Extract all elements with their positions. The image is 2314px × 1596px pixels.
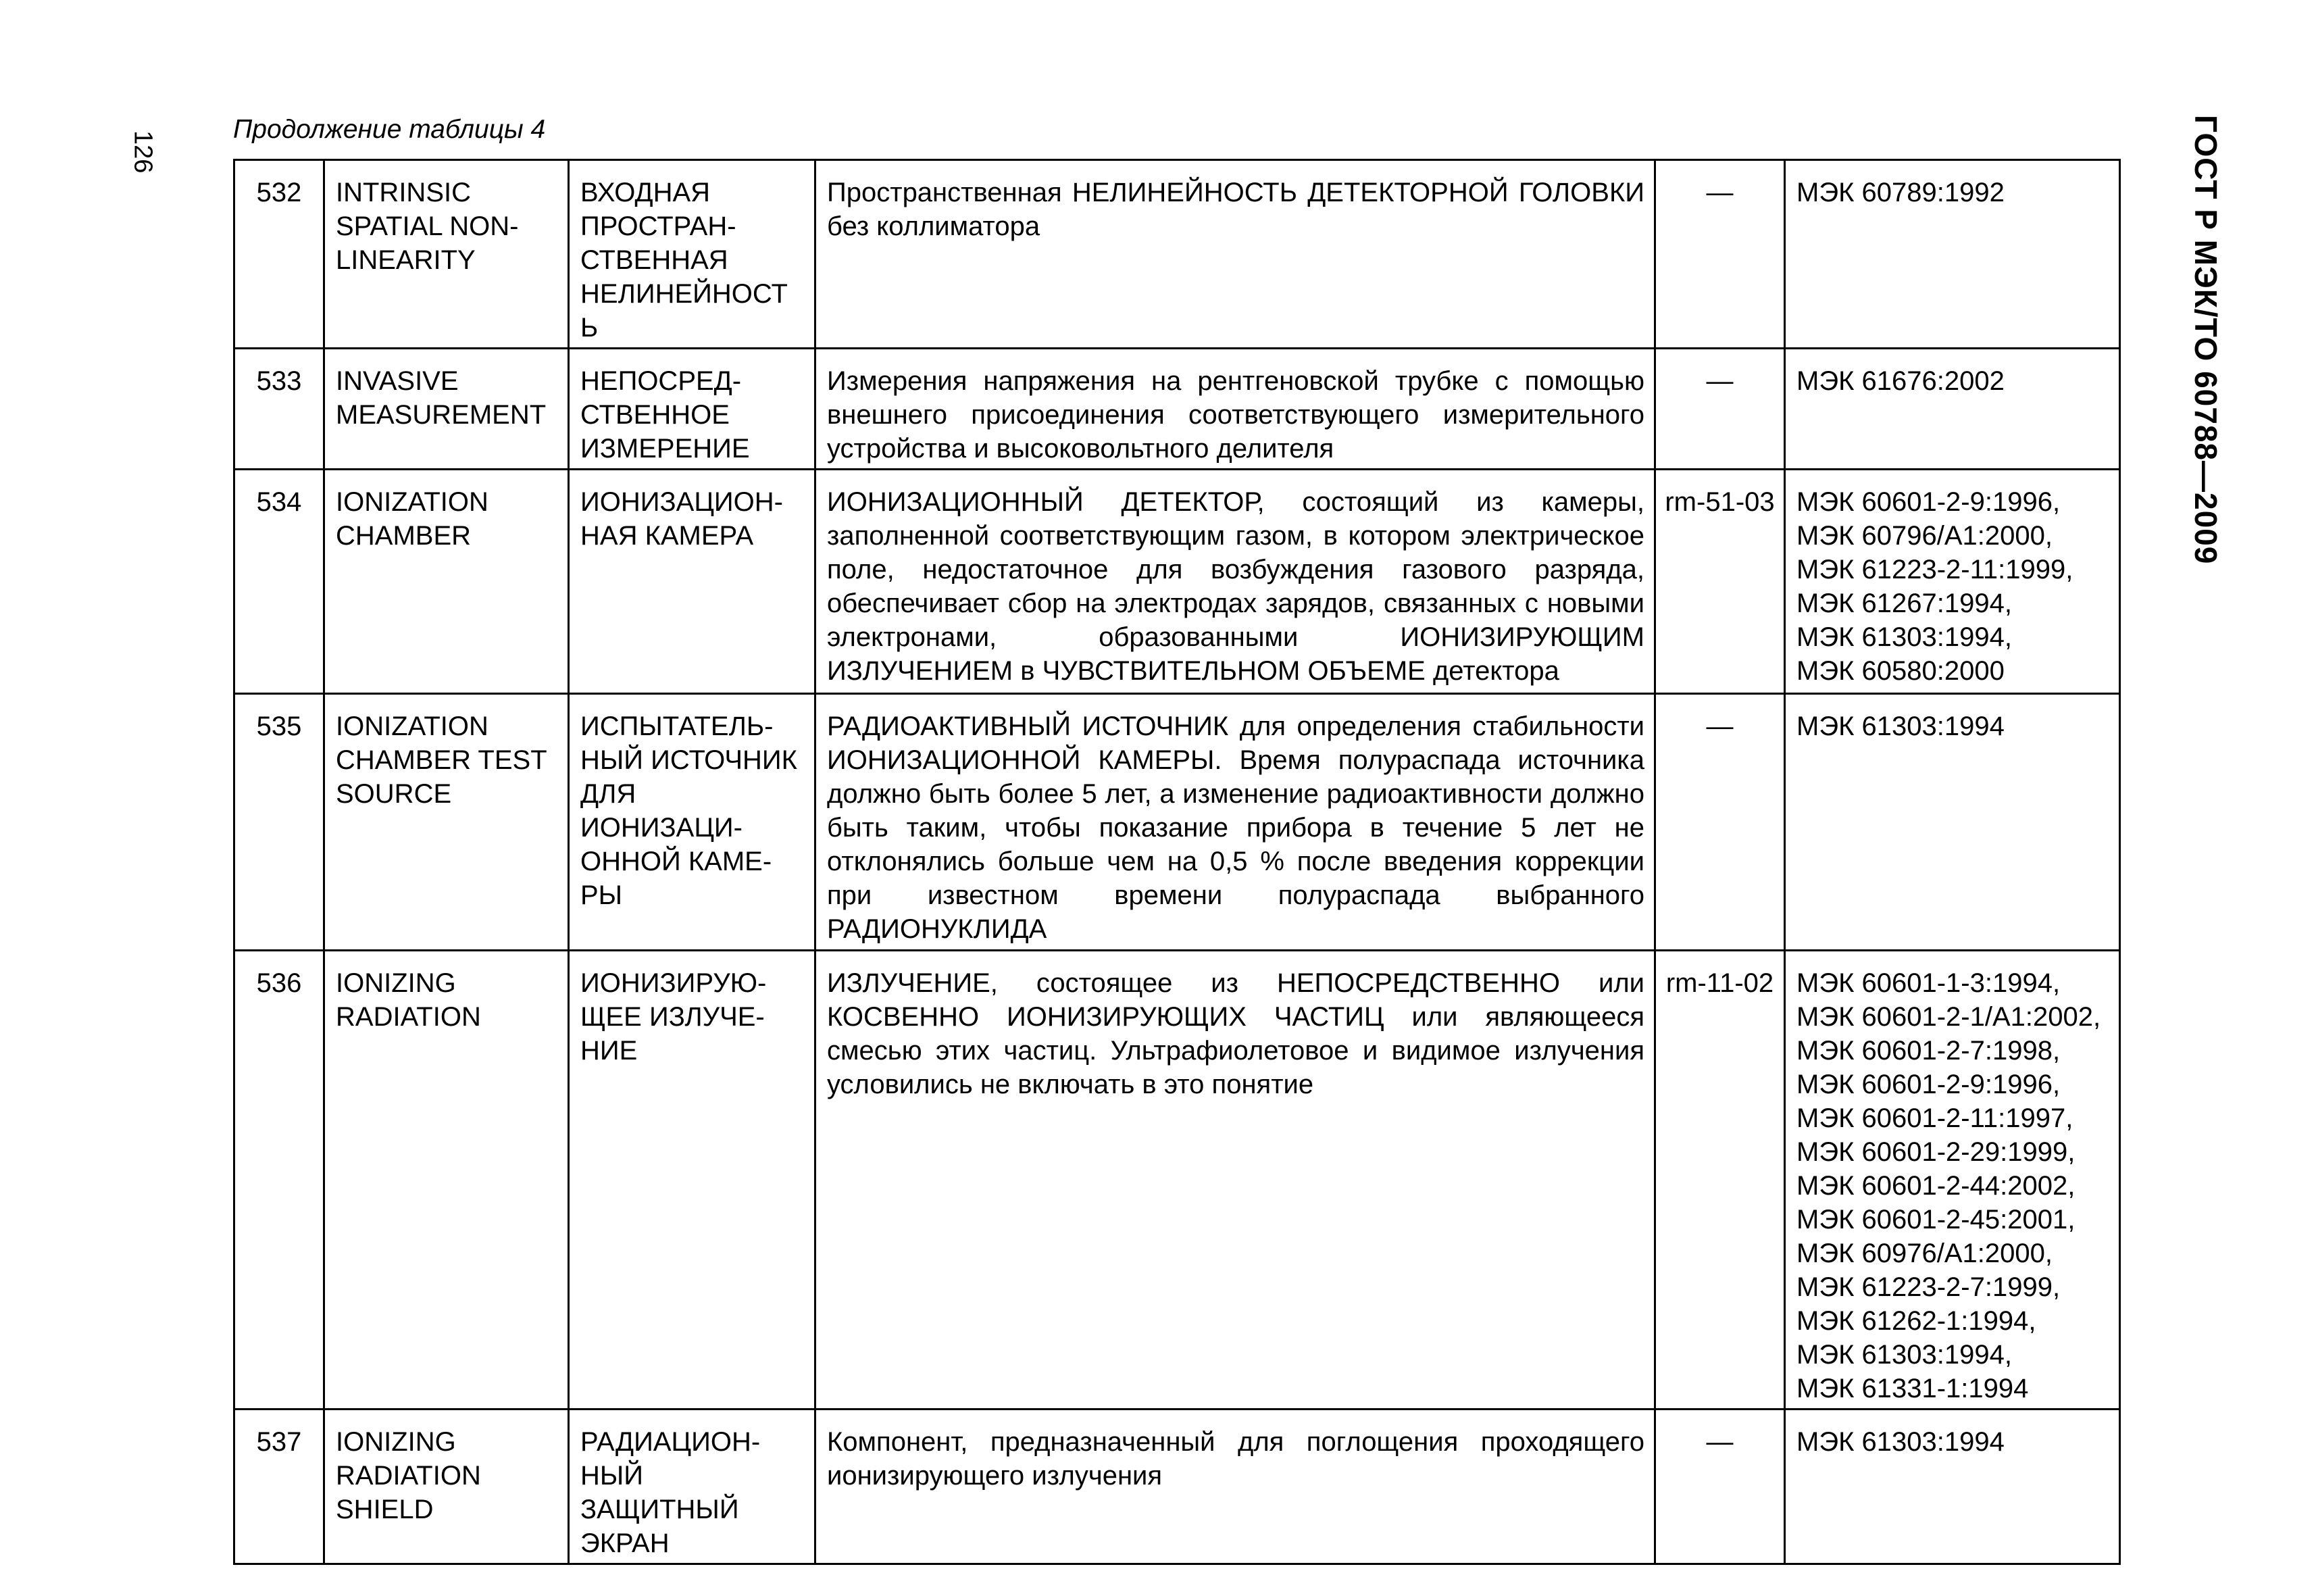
standard-reference: МЭК 61303:1994 — [1796, 1427, 2005, 1457]
standard-reference: МЭК 60976/А1:2000, — [1796, 1239, 2053, 1268]
term-english — [324, 349, 569, 470]
term-russian — [569, 1410, 815, 1564]
term-english-line: IONIZING — [336, 968, 456, 998]
standard-reference: МЭК 61303:1994, — [1796, 622, 2012, 652]
term-english-line: IONIZATION — [336, 712, 488, 741]
standard-reference: МЭК 61223-2-7:1999, — [1796, 1272, 2061, 1302]
term-number: 532 — [234, 160, 324, 349]
term-standards — [1785, 470, 2120, 694]
term-definition: Пространственная НЕЛИНЕЙНОСТЬ ДЕТЕКТОРНОЙ ГОЛОВКИ без коллиматора — [815, 160, 1655, 349]
standard-reference: МЭК 60601-2-45:2001, — [1796, 1205, 2076, 1235]
term-russian-line: НЕЛИНЕЙНОСТЬ — [580, 279, 788, 343]
standard-reference: МЭК 60601-2-9:1996, — [1796, 487, 2061, 517]
table-row — [234, 349, 2120, 470]
term-english-line: INTRINSIC — [336, 178, 471, 207]
term-reference: rm-11-02 — [1655, 951, 1785, 1410]
term-russian-line: ПРОСТРАН- — [580, 211, 736, 241]
term-russian-line: ОННОЙ КАМЕ- — [580, 847, 772, 876]
term-standards — [1785, 160, 2120, 349]
table-caption: Продолжение таблицы 4 — [233, 115, 546, 144]
standard-reference: МЭК 61303:1994, — [1796, 1340, 2012, 1370]
term-definition: ИОНИЗАЦИОННЫЙ ДЕТЕКТОР, состоящий из камеры, заполненной соответствующим газом, в котором электрическое поле, недостаточное для возбуждения газового разряда, обеспечивает сбор на электродах зарядов, связанных с новыми электронами, образованными ИОНИЗИРУЮЩИМ ИЗЛУЧЕНИЕМ в ЧУВСТВИТЕЛЬНОМ ОБЪЕМЕ детектора — [815, 470, 1655, 694]
table-row — [234, 470, 2120, 694]
term-english-line: CHAMBER TEST — [336, 745, 547, 775]
standard-reference: МЭК 60601-2-1/А1:2002, — [1796, 1002, 2101, 1032]
term-standards — [1785, 349, 2120, 470]
term-english-line: SPATIAL NON- — [336, 211, 519, 241]
term-number: 533 — [234, 349, 324, 470]
standard-reference: МЭК 60796/А1:2000, — [1796, 521, 2053, 551]
term-russian-line: РАДИАЦИОН- — [580, 1427, 761, 1457]
term-english-line: RADIATION — [336, 1002, 481, 1032]
term-standards — [1785, 951, 2120, 1410]
term-russian-line: ЩЕЕ ИЗЛУЧЕ- — [580, 1002, 765, 1032]
term-number: 536 — [234, 951, 324, 1410]
term-reference: — — [1655, 349, 1785, 470]
standard-reference: МЭК 60601-2-11:1997, — [1796, 1103, 2073, 1133]
term-russian-line: РЫ — [580, 880, 623, 910]
standard-reference: МЭК 61262-1:1994, — [1796, 1306, 2036, 1336]
standard-reference: МЭК 60601-2-9:1996, — [1796, 1070, 2061, 1099]
term-english — [324, 160, 569, 349]
term-number: 537 — [234, 1410, 324, 1564]
term-english-line: SOURCE — [336, 779, 452, 809]
term-reference: — — [1655, 694, 1785, 951]
term-english-line: RADIATION — [336, 1461, 481, 1491]
term-russian-line: НЫЙ ИСТОЧНИК — [580, 745, 797, 775]
term-russian — [569, 951, 815, 1410]
term-english — [324, 951, 569, 1410]
standard-reference: МЭК 60601-2-29:1999, — [1796, 1137, 2076, 1167]
term-definition: РАДИОАКТИВНЫЙ ИСТОЧНИК для определения стабильности ИОНИЗАЦИОННОЙ КАМЕРЫ. Время полураспада источника должно быть более 5 лет, а изменение радиоактивности должно быть таким, чтобы показание прибора в течение 5 лет не отклонялись больше чем на 0,5 % после введения коррекции при известном времени полураспада выбранного РАДИОНУКЛИДА — [815, 694, 1655, 951]
term-russian-line: НЫЙ ЗАЩИТНЫЙ — [580, 1461, 739, 1524]
term-english — [324, 694, 569, 951]
term-russian-line: ВХОДНАЯ — [580, 178, 711, 207]
term-russian — [569, 470, 815, 694]
term-reference: — — [1655, 160, 1785, 349]
terms-table — [233, 159, 2121, 1565]
term-reference: — — [1655, 1410, 1785, 1564]
term-english-line: SHIELD — [336, 1495, 434, 1524]
standard-reference: МЭК 61223-2-11:1999, — [1796, 555, 2073, 584]
term-russian-line: СТВЕННАЯ — [580, 245, 728, 275]
term-reference: rm-51-03 — [1655, 470, 1785, 694]
term-definition: Измерения напряжения на рентгеновской трубке с помощью внешнего присоединения соответствующего измерительного устройства и высоковольтного делителя — [815, 349, 1655, 470]
term-russian — [569, 349, 815, 470]
standard-reference: МЭК 60601-1-3:1994, — [1796, 968, 2061, 998]
term-russian-line: СТВЕННОЕ — [580, 400, 730, 430]
term-russian-line: ИОНИЗИРУЮ- — [580, 968, 767, 998]
term-english-line: CHAMBER — [336, 521, 472, 551]
term-english-line: INVASIVE — [336, 366, 459, 396]
term-standards — [1785, 694, 2120, 951]
term-standards — [1785, 1410, 2120, 1564]
table-row — [234, 1410, 2120, 1564]
standard-reference: МЭК 61303:1994 — [1796, 712, 2005, 741]
term-russian-line: ИОНИЗАЦИОН- — [580, 487, 783, 517]
standard-reference: МЭК 60601-2-7:1998, — [1796, 1036, 2061, 1066]
table-row — [234, 951, 2120, 1410]
standard-reference: МЭК 61331-1:1994 — [1796, 1374, 2029, 1403]
standard-reference: МЭК 61676:2002 — [1796, 366, 2005, 396]
standard-reference: МЭК 60789:1992 — [1796, 178, 2005, 207]
term-english-line: IONIZING — [336, 1427, 456, 1457]
term-english — [324, 1410, 569, 1564]
term-russian — [569, 160, 815, 349]
term-definition: ИЗЛУЧЕНИЕ, состоящее из НЕПОСРЕДСТВЕННО или КОСВЕННО ИОНИЗИРУЮЩИХ ЧАСТИЦ или являющееся смесью этих частиц. Ультрафиолетовое и видимое излучения условились не включать в это понятие — [815, 951, 1655, 1410]
term-english-line: IONIZATION — [336, 487, 488, 517]
term-number: 535 — [234, 694, 324, 951]
standard-reference: МЭК 60601-2-44:2002, — [1796, 1171, 2076, 1201]
term-russian-line: НАЯ КАМЕРА — [580, 521, 754, 551]
term-russian-line: ДЛЯ ИОНИЗАЦИ- — [580, 779, 743, 843]
term-english-line: LINEARITY — [336, 245, 476, 275]
document-code: ГОСТ Р МЭК/ТО 60788—2009 — [2188, 115, 2223, 565]
term-russian-line: ИЗМЕРЕНИЕ — [580, 434, 750, 464]
term-russian-line: ИСПЫТАТЕЛЬ- — [580, 712, 774, 741]
term-russian — [569, 694, 815, 951]
page-number: 126 — [128, 130, 157, 174]
terms-table-body — [234, 160, 2120, 1564]
term-definition: Компонент, предназначенный для поглощения проходящего ионизирующего излучения — [815, 1410, 1655, 1564]
standard-reference: МЭК 60580:2000 — [1796, 656, 2005, 686]
term-number: 534 — [234, 470, 324, 694]
standard-reference: МЭК 61267:1994, — [1796, 589, 2012, 618]
term-english-line: MEASUREMENT — [336, 400, 547, 430]
term-russian-line: НЕПОСРЕД- — [580, 366, 742, 396]
table-row — [234, 160, 2120, 349]
term-russian-line: НИЕ — [580, 1036, 638, 1066]
term-russian-line: ЭКРАН — [580, 1528, 670, 1558]
term-english — [324, 470, 569, 694]
table-row — [234, 694, 2120, 951]
